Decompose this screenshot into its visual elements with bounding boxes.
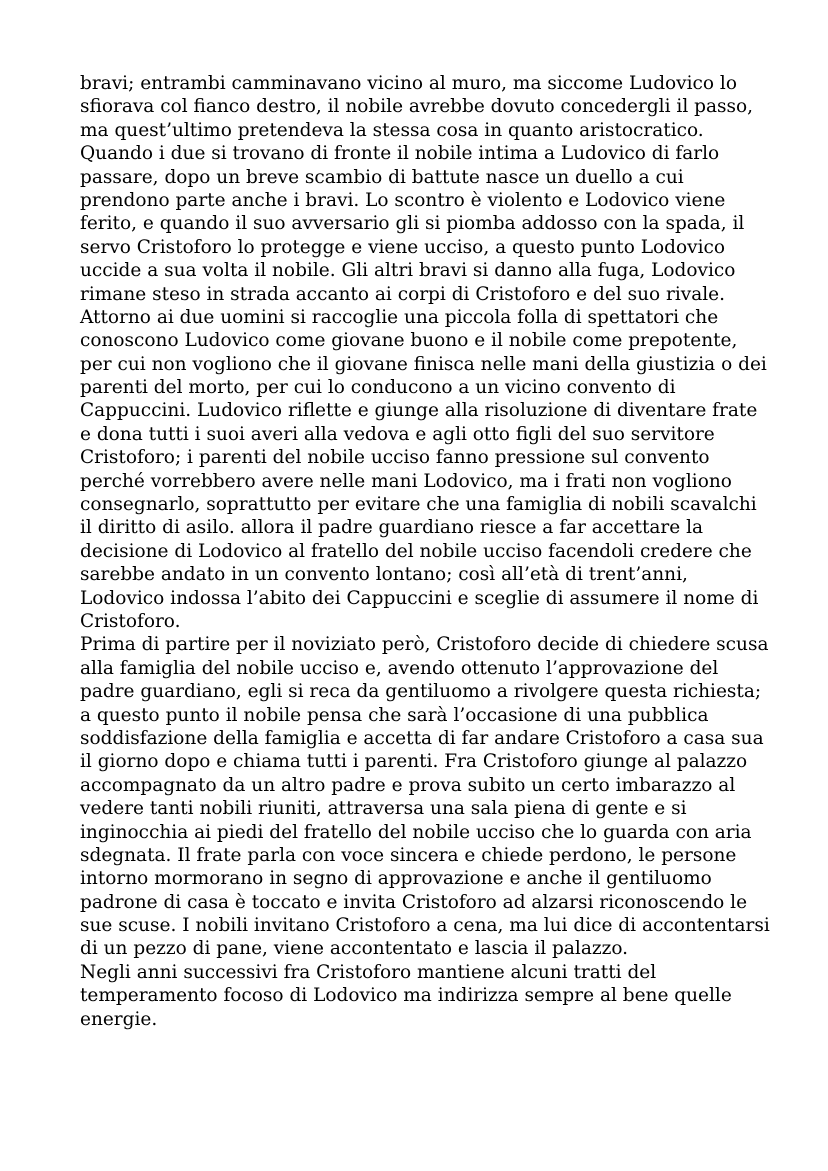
- text-line: accompagnato da un altro padre e prova subito un certo imbarazzo al: [80, 774, 736, 796]
- document-page: [80, 72, 770, 1031]
- text-line: di un pezzo di pane, viene accontentato e lascia il palazzo.: [80, 938, 629, 960]
- text-line: decisione di Lodovico al fratello del nobile ucciso facendoli credere che: [80, 540, 752, 562]
- text-line: padre guardiano, egli si reca da gentiluomo a rivolgere questa richiesta;: [80, 681, 762, 703]
- text-line: ferito, e quando il suo avversario gli si piomba addosso con la spada, il: [80, 213, 745, 235]
- text-line: Prima di partire per il noviziato però, Cristoforo decide di chiedere scusa: [80, 634, 769, 656]
- text-line: il giorno dopo e chiama tutti i parenti. Fra Cristoforo giunge al palazzo: [80, 751, 748, 773]
- text-line: rimane steso in strada accanto ai corpi di Cristoforo e del suo rivale.: [80, 283, 725, 305]
- text-line: padrone di casa è toccato e invita Cristoforo ad alzarsi riconoscendo le: [80, 891, 748, 913]
- text-line: il diritto di asilo. allora il padre guardiano riesce a far accettare la: [80, 517, 704, 539]
- text-line: alla famiglia del nobile ucciso e, avendo ottenuto l’approvazione del: [80, 657, 719, 679]
- text-line: e dona tutti i suoi averi alla vedova e agli otto figli del suo servitore: [80, 423, 715, 445]
- text-line: servo Cristoforo lo protegge e viene ucciso, a questo punto Lodovico: [80, 236, 726, 258]
- text-line: Quando i due si trovano di fronte il nobile intima a Ludovico di farlo: [80, 143, 720, 165]
- text-line: inginocchia ai piedi del fratello del nobile ucciso che lo guarda con aria: [80, 821, 752, 843]
- text-line: ma quest’ultimo pretendeva la stessa cosa in quanto aristocratico.: [80, 119, 704, 141]
- text-line: passare, dopo un breve scambio di battute nasce un duello a cui: [80, 166, 684, 188]
- text-line: sfiorava col fianco destro, il nobile avrebbe dovuto concedergli il passo,: [80, 96, 753, 118]
- text-line: conoscono Ludovico come giovane buono e il nobile come prepotente,: [80, 330, 738, 352]
- text-line: Attorno ai due uomini si raccoglie una piccola folla di spettatori che: [80, 306, 719, 328]
- text-line: uccide a sua volta il nobile. Gli altri bravi si danno alla fuga, Lodovico: [80, 260, 736, 282]
- text-line: Negli anni successivi fra Cristoforo mantiene alcuni tratti del: [80, 961, 657, 983]
- text-line: a questo punto il nobile pensa che sarà l’occasione di una pubblica: [80, 704, 709, 726]
- text-line: temperamento focoso di Lodovico ma indirizza sempre al bene quelle: [80, 985, 732, 1007]
- text-line: Lodovico indossa l’abito dei Cappuccini e sceglie di assumere il nome di: [80, 587, 759, 609]
- text-line: sarebbe andato in un convento lontano; così all’età di trent’anni,: [80, 564, 688, 586]
- text-line: sue scuse. I nobili invitano Cristoforo a cena, ma lui dice di accontentarsi: [80, 915, 770, 937]
- text-line: per cui non vogliono che il giovane finisca nelle mani della giustizia o dei: [80, 353, 767, 375]
- text-line: parenti del morto, per cui lo conducono a un vicino convento di: [80, 377, 676, 399]
- text-line: prendono parte anche i bravi. Lo scontro è violento e Lodovico viene: [80, 189, 726, 211]
- text-line: consegnarlo, soprattutto per evitare che una famiglia di nobili scavalchi: [80, 494, 757, 516]
- text-line: Cristoforo; i parenti del nobile ucciso fanno pressione sul convento: [80, 447, 710, 469]
- text-line: energie.: [80, 1008, 158, 1030]
- text-line: vedere tanti nobili riuniti, attraversa una sala piena di gente e si: [80, 798, 687, 820]
- text-line: Cristoforo.: [80, 610, 181, 632]
- text-line: intorno mormorano in segno di approvazione e anche il gentiluomo: [80, 868, 712, 890]
- text-line: Cappuccini. Ludovico riflette e giunge alla risoluzione di diventare frate: [80, 400, 758, 422]
- text-line: soddisfazione della famiglia e accetta di far andare Cristoforo a casa sua: [80, 727, 764, 749]
- text-line: bravi; entrambi camminavano vicino al muro, ma siccome Ludovico lo: [80, 73, 737, 94]
- text-line: sdegnata. Il frate parla con voce sincera e chiede perdono, le persone: [80, 844, 737, 866]
- text-line: perché vorrebbero avere nelle mani Lodovico, ma i frati non vogliono: [80, 470, 732, 492]
